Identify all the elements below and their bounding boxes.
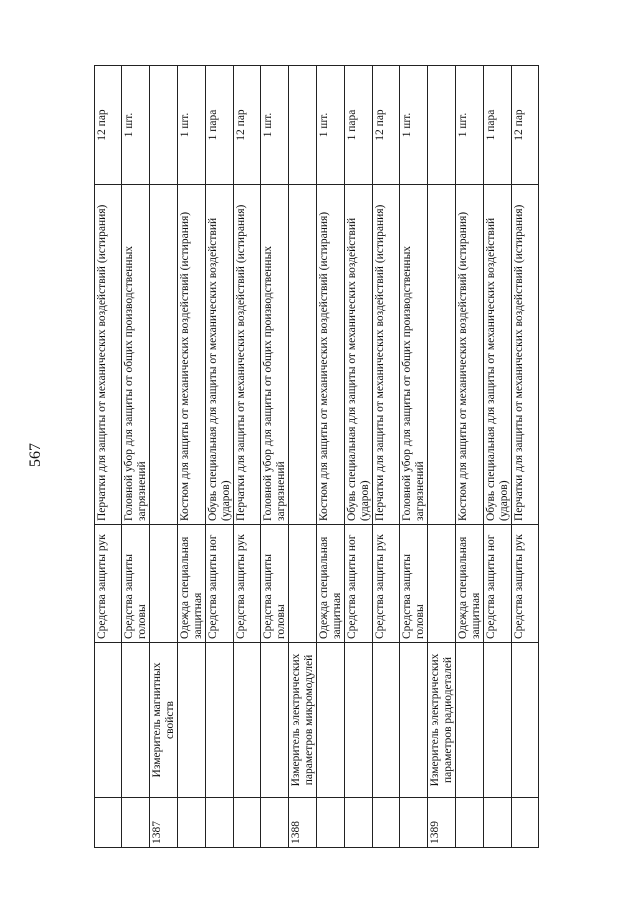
ppe-item-cell [289, 185, 317, 525]
row-number-cell [373, 798, 400, 848]
ppe-item-cell: Обувь специальная для защиты от механических воздействий (ударов) [206, 185, 234, 525]
profession-name-cell [178, 643, 206, 798]
profession-name-cell [122, 643, 150, 798]
ppe-quantity-cell: 1 шт. [317, 66, 345, 185]
profession-name-cell [345, 643, 373, 798]
ppe-category-cell: Одежда специальная защитная [178, 525, 206, 643]
ppe-quantity-cell: 1 пара [484, 66, 512, 185]
table-row [400, 66, 428, 848]
ppe-item-cell: Костюм для защиты от механических воздействий (истирания) [456, 185, 484, 525]
table-row [234, 66, 261, 848]
ppe-item-cell: Головной убор для защиты от общих производственных загрязнений [261, 185, 289, 525]
table-row [512, 66, 539, 848]
row-number-cell [95, 798, 122, 848]
row-number-cell [206, 798, 234, 848]
ppe-category-cell: Средства защиты ног [345, 525, 373, 643]
profession-name-cell [373, 643, 400, 798]
row-number-cell [317, 798, 345, 848]
row-number-cell: 1389 [428, 798, 456, 848]
ppe-item-cell: Перчатки для защиты от механических воздействий (истирания) [95, 185, 122, 525]
row-number-cell: 1387 [150, 798, 178, 848]
profession-name-cell [95, 643, 122, 798]
ppe-table-body [95, 66, 539, 848]
table-row [261, 66, 289, 848]
ppe-table-container [94, 66, 534, 848]
profession-name-cell [512, 643, 539, 798]
ppe-quantity-cell: 12 пар [512, 66, 539, 185]
ppe-item-cell: Перчатки для защиты от механических воздействий (истирания) [373, 185, 400, 525]
ppe-quantity-cell: 12 пар [95, 66, 122, 185]
ppe-quantity-cell: 1 пара [206, 66, 234, 185]
ppe-category-cell: Средства защиты головы [122, 525, 150, 643]
ppe-item-cell: Костюм для защиты от механических воздействий (истирания) [178, 185, 206, 525]
ppe-category-cell: Средства защиты рук [95, 525, 122, 643]
ppe-quantity-cell: 1 шт. [456, 66, 484, 185]
ppe-category-cell [150, 525, 178, 643]
ppe-category-cell: Средства защиты рук [373, 525, 400, 643]
profession-name-cell [261, 643, 289, 798]
ppe-item-cell: Головной убор для защиты от общих производственных загрязнений [400, 185, 428, 525]
ppe-item-cell [150, 185, 178, 525]
table-row [345, 66, 373, 848]
ppe-category-cell: Средства защиты рук [234, 525, 261, 643]
table-row [289, 66, 317, 848]
ppe-item-cell: Перчатки для защиты от механических воздействий (истирания) [512, 185, 539, 525]
ppe-category-cell: Средства защиты ног [206, 525, 234, 643]
profession-name-cell [484, 643, 512, 798]
ppe-quantity-cell: 1 шт. [122, 66, 150, 185]
table-row [484, 66, 512, 848]
ppe-quantity-cell [428, 66, 456, 185]
ppe-category-cell: Средства защиты головы [400, 525, 428, 643]
ppe-item-cell: Костюм для защиты от механических воздействий (истирания) [317, 185, 345, 525]
ppe-quantity-cell: 12 пар [234, 66, 261, 185]
table-row [428, 66, 456, 848]
row-number-cell [484, 798, 512, 848]
table-row [373, 66, 400, 848]
ppe-item-cell [428, 185, 456, 525]
profession-name-cell [456, 643, 484, 798]
ppe-quantity-cell: 1 шт. [178, 66, 206, 185]
ppe-quantity-cell: 1 шт. [261, 66, 289, 185]
table-row [456, 66, 484, 848]
ppe-quantity-cell [150, 66, 178, 185]
ppe-category-cell [289, 525, 317, 643]
ppe-category-cell: Средства защиты головы [261, 525, 289, 643]
row-number-cell [234, 798, 261, 848]
row-number-cell [261, 798, 289, 848]
ppe-item-cell: Перчатки для защиты от механических воздействий (истирания) [234, 185, 261, 525]
table-row [95, 66, 122, 848]
profession-name-cell: Измеритель магнитных свойств [150, 643, 178, 798]
profession-name-cell: Измеритель электрических параметров радиодеталей [428, 643, 456, 798]
ppe-item-cell: Головной убор для защиты от общих производственных загрязнений [122, 185, 150, 525]
row-number-cell [345, 798, 373, 848]
ppe-item-cell: Обувь специальная для защиты от механических воздействий (ударов) [484, 185, 512, 525]
table-row [178, 66, 206, 848]
profession-name-cell [234, 643, 261, 798]
row-number-cell [512, 798, 539, 848]
ppe-quantity-cell: 1 шт. [400, 66, 428, 185]
ppe-category-cell: Одежда специальная защитная [317, 525, 345, 643]
profession-name-cell [400, 643, 428, 798]
profession-name-cell: Измеритель электрических параметров микромодулей [289, 643, 317, 798]
table-row [317, 66, 345, 848]
row-number-cell [456, 798, 484, 848]
ppe-category-cell: Средства защиты рук [512, 525, 539, 643]
ppe-item-cell: Обувь специальная для защиты от механических воздействий (ударов) [345, 185, 373, 525]
row-number-cell [122, 798, 150, 848]
ppe-category-cell: Средства защиты ног [484, 525, 512, 643]
ppe-quantity-cell: 1 пара [345, 66, 373, 185]
row-number-cell [400, 798, 428, 848]
profession-name-cell [206, 643, 234, 798]
table-row [150, 66, 178, 848]
table-row [206, 66, 234, 848]
profession-name-cell [317, 643, 345, 798]
table-row [122, 66, 150, 848]
row-number-cell: 1388 [289, 798, 317, 848]
page-number: 567 [27, 443, 44, 467]
row-number-cell [178, 798, 206, 848]
ppe-table [94, 65, 539, 848]
ppe-quantity-cell [289, 66, 317, 185]
ppe-quantity-cell: 12 пар [373, 66, 400, 185]
ppe-category-cell [428, 525, 456, 643]
ppe-category-cell: Одежда специальная защитная [456, 525, 484, 643]
